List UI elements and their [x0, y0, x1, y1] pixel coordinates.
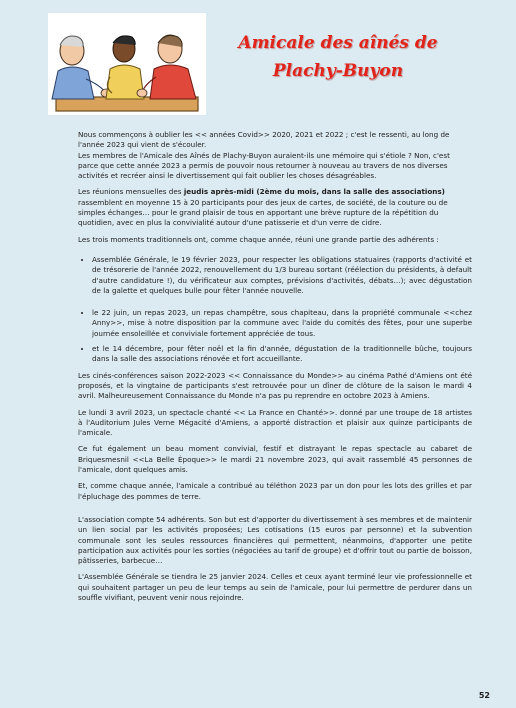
list-item-assemblee: • Assemblée Générale, le 19 février 2023, pour respecter les obligations statuaires (rapports d'activité et de trésorerie de l'année 2022, renouvellement du 1/3 bureau sortant (réélection du présidents, à default d'autre candidature !), du vérificateur aux comptes, prévisions d'activités, débats…); avec dégustation de la galette et quelques bulle pour fêter l'année nouvelle.: [92, 255, 472, 296]
meetings-text-bold: jeudis après-midi (2ème du mois, dans la salle des associations): [183, 187, 445, 197]
page-title: [212, 29, 464, 85]
spectacle-paragraph: Le lundi 3 avril 2023, un spectacle chanté << La France en Chanté>>. donné par une troupe de 18 artistes à l'Auditorium Jules Verne Mégacité d'Amiens, a apporté distraction et plaisir aux quinze participants de l'amicale.: [78, 407, 472, 438]
intro-paragraph: [78, 130, 472, 181]
intro-line: Nous commençons à oublier les << années Covid>> 2020, 2021 et 2022 ; c'est le ressenti, au long de l'année 2023 qui vient de s'écouler.: [78, 130, 450, 150]
page-number: 52: [478, 691, 490, 700]
cabaret-paragraph: Ce fut également un beau moment convivial, festif et distrayant le repas spectacle au cabaret de Briquesmesnil <<La Belle Époque>> le mardi 21 novembre 2023, qui avait rassemblé 45 personnes de l'amicale, dont quelques amis.: [78, 444, 472, 475]
intro-question: Les membres de l'Amicale des Aînés de Plachy-Buyon auraient-ils une mémoire qui s'étiole ? Non, c'est parce que cette année 2023 a permis de pouvoir nous retourner à nouveau au travers de nos diverses activités et recréer ainsi le divertissement qui fait oublier les choses désagréables.: [78, 150, 450, 181]
association-paragraph: L'association compte 54 adhérents. Son but est d'apporter du divertissement à ses membres et de maintenir un lien social par les activités proposées; Les cotisations (15 euros par personne) et la subvention communale sont les seules ressources financières qui permettent, néanmoins, d'apporter une petite participation aux activités pour les sorties (négociées au tarif de groupe) et d'offrir tout ou partie de boisson, pâtisseries, barbecue…: [78, 514, 472, 566]
list-item-decembre: • et le 14 décembre, pour fêter noël et la fin d'année, dégustation de la traditionnelle bûche, toujours dans la salle des associations rénovée et fort accueillante.: [92, 344, 472, 365]
list-item-repas-juin: • le 22 juin, un repas 2023, un repas champêtre, sous chapiteau, dans la propriété communale <<chez Anny>>, mise à notre disposition par la commune avec l'aide du comités des fêtes, pour une superbe journée ensoleillée et conviviale fortement appréciée de tous.: [92, 308, 472, 339]
assemblee-2024-paragraph: L'Assemblée Générale se tiendra le 25 janvier 2024. Celles et ceux ayant terminé leur vie professionnelle et qui souhaitent partager un peu de leur temps au sein de l'amicale, pour lui permettre de perdurer dans un souffle vivifiant, peuvent venir nous rejoindre.: [78, 572, 472, 602]
title-line-1: Amicale des aînés de: [238, 33, 438, 53]
traditional-moments-intro: Les trois moments traditionnels ont, comme chaque année, réuni une grande partie des adhérents :: [78, 234, 439, 244]
seniors-illustration: [48, 13, 206, 115]
meetings-text-pre: Les réunions mensuelles des: [78, 187, 184, 197]
cine-conferences-paragraph: Les cinés-conférences saison 2022-2023 << Connaissance du Monde>> au cinéma Pathé d'Amiens ont été proposés, et la vingtaine de participants s'est retrouvée pour un dîner de clôture de la saison le mardi 4 avril. Malheureusement Connaissance du Monde n'a pas pu reprendre en octobre 2023 à Amiens.: [78, 370, 472, 401]
monthly-meetings-paragraph: [78, 187, 472, 228]
traditional-moments-list: [78, 255, 472, 365]
title-line-2: Plachy-Buyon: [272, 61, 404, 81]
article-body: [78, 130, 472, 609]
meetings-text-post: rassemblent en moyenne 15 à 20 participants pour des jeux de cartes, de société, de la couture ou de simples échanges… pour le grand plaisir de tous en apportant une brève rupture de la répétition du quotidien, avec en plus la convivialité autour d'une patisserie et d'un verre de cidre.: [78, 197, 448, 228]
telethon-paragraph: Et, comme chaque année, l'amicale a contribué au téléthon 2023 par un don pour les lots des grilles et par l'épluchage des pommes de terre.: [78, 481, 472, 501]
